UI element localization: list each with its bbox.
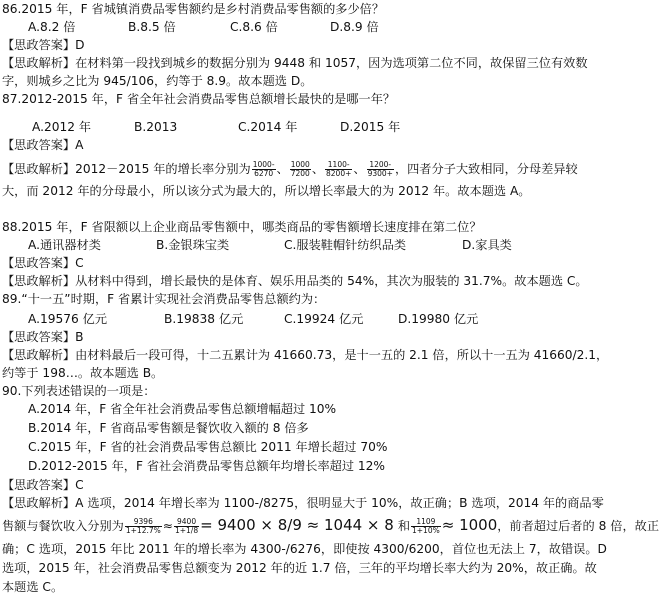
q89-option-a: A.19576 亿元 bbox=[28, 312, 108, 326]
q86-option-b: B.8.5 倍 bbox=[128, 20, 176, 34]
q88-answer: 【思政答案】C bbox=[2, 256, 84, 270]
q86-analysis-line2: 字，则城乡之比为 945/106，约等于 8.9。故本题选 D。 bbox=[2, 74, 313, 88]
question-90: 90.下列表述错误的一项是： bbox=[2, 384, 156, 398]
q88-analysis: 【思政解析】从材料中得到，增长最快的是体育、娱乐用品类的 54%，其次为服装的 31.7%。故本题选 C。 bbox=[2, 274, 588, 288]
q86-answer: 【思政答案】D bbox=[2, 38, 85, 52]
q87-analysis-suffix: ，四者分子大致相同，分母差异较 bbox=[394, 162, 578, 176]
fraction-catering: $\frac{1109}{1+10\%}$ bbox=[412, 517, 440, 535]
q87-analysis-line1: 【思政解析】2012－2015 年的增长率分别为 $\frac{1000-}{6270}$ 、 $\frac{1000}{7200}$ 、 $\frac{1100-}{8200+}$ 、 $\frac{1200-}{9300+}$ ，四者分子大致相同，分母差异较 bbox=[2, 160, 578, 178]
equation: = 9400 × 8/9 ≈ 1044 × 8 bbox=[200, 516, 394, 534]
q90-option-d: D.2012-2015 年，F 省社会消费品零售总额年均增长率超过 12% bbox=[28, 459, 385, 473]
q90-option-b: B.2014 年，F 省商品零售额是餐饮收入额的 8 倍多 bbox=[28, 421, 309, 435]
q89-analysis-line2: 约等于 198…。故本题选 B。 bbox=[2, 366, 164, 380]
q86-analysis-line1: 【思政解析】在材料第一段找到城乡的数据分别为 9448 和 1057，因为选项第二位不同，故保留三位有效数 bbox=[2, 56, 588, 70]
fraction-2013: $\frac{1000}{7200}$ bbox=[290, 160, 310, 178]
question-89: 89.“十一五”时期，F 省累计实现社会消费品零售总额约为： bbox=[2, 292, 326, 306]
q87-analysis-prefix: 【思政解析】2012－2015 年的增长率分别为 bbox=[2, 162, 251, 176]
q89-option-d: D.19980 亿元 bbox=[398, 312, 479, 326]
question-86: 86.2015 年，F 省城镇消费品零售额约是乡村消费品零售额的多少倍？ bbox=[2, 2, 385, 16]
q90-analysis-line2: 售额与餐饮收入分别为 $\frac{9396}{1+12.7\%}$ ≈ $\frac{9400}{1+1/8}$ = 9400 × 8/9 ≈ 1044 × 8 和 $\frac{1109}{1+10\%}$ ≈ 1000，前者超过后者的 8 倍，故正 bbox=[2, 516, 660, 535]
q90-analysis-line3: 确；C 选项，2015 年比 2011 年的增长率为 4300-/6276，即使按 4300/6200，首位也无法上 7，故错误。D bbox=[2, 542, 607, 556]
q86-option-a: A.8.2 倍 bbox=[28, 20, 76, 34]
q87-option-a: A.2012 年 bbox=[32, 120, 92, 134]
q87-answer: 【思政答案】A bbox=[2, 138, 84, 152]
fraction-2015: $\frac{1200-}{9300+}$ bbox=[367, 160, 393, 178]
fraction-approx: $\frac{9400}{1+1/8}$ bbox=[174, 517, 199, 535]
q87-option-b: B.2013 bbox=[134, 120, 178, 134]
q87-option-c: C.2014 年 bbox=[238, 120, 298, 134]
question-88: 88.2015 年，F 省限额以上企业商品零售额中，哪类商品的零售额增长速度排在第二位？ bbox=[2, 220, 482, 234]
q89-answer: 【思政答案】B bbox=[2, 330, 84, 344]
q88-option-d: D.家具类 bbox=[462, 238, 512, 252]
q87-analysis-line2: 大，而 2012 年的分母最小，所以该分式为最大的，所以增长率最大的为 2012 年。故本题选 A。 bbox=[2, 184, 531, 198]
q90-option-a: A.2014 年，F 省全年社会消费品零售总额增幅超过 10% bbox=[28, 402, 337, 416]
q89-option-c: C.19924 亿元 bbox=[284, 312, 364, 326]
q89-option-b: B.19838 亿元 bbox=[164, 312, 244, 326]
q90-analysis-line1: 【思政解析】A 选项，2014 年增长率为 1100-/8275，很明显大于 10%，故正确；B 选项，2014 年的商品零 bbox=[2, 496, 604, 510]
q89-analysis-line1: 【思政解析】由材料最后一段可得，十二五累计为 41660.73，是十一五的 2.1 倍，所以十一五为 41660/2.1， bbox=[2, 348, 609, 362]
q90-option-c: C.2015 年，F 省的社会消费品零售总额比 2011 年增长超过 70% bbox=[28, 440, 388, 454]
question-87: 87.2012-2015 年，F 省全年社会消费品零售总额增长最快的是哪一年？ bbox=[2, 92, 396, 106]
q90-answer: 【思政答案】C bbox=[2, 478, 84, 492]
q90-analysis-line5: 本题选 C。 bbox=[2, 580, 64, 594]
q88-option-c: C.服装鞋帽针纺织品类 bbox=[284, 238, 407, 252]
fraction-commodity: $\frac{9396}{1+12.7\%}$ bbox=[125, 517, 161, 535]
q88-option-b: B.金银珠宝类 bbox=[156, 238, 230, 252]
fraction-2014: $\frac{1100-}{8200+}$ bbox=[326, 160, 352, 178]
q90-analysis-line4: 选项，2015 年，社会消费品零售总额变为 2012 年的近 1.7 倍，三年的平均增长率大约为 20%，故正确。故 bbox=[2, 561, 597, 575]
q88-option-a: A.通讯器材类 bbox=[28, 238, 101, 252]
fraction-2012: $\frac{1000-}{6270}$ bbox=[252, 160, 275, 178]
q87-option-d: D.2015 年 bbox=[340, 120, 401, 134]
q86-option-d: D.8.9 倍 bbox=[330, 20, 379, 34]
q86-option-c: C.8.6 倍 bbox=[230, 20, 278, 34]
